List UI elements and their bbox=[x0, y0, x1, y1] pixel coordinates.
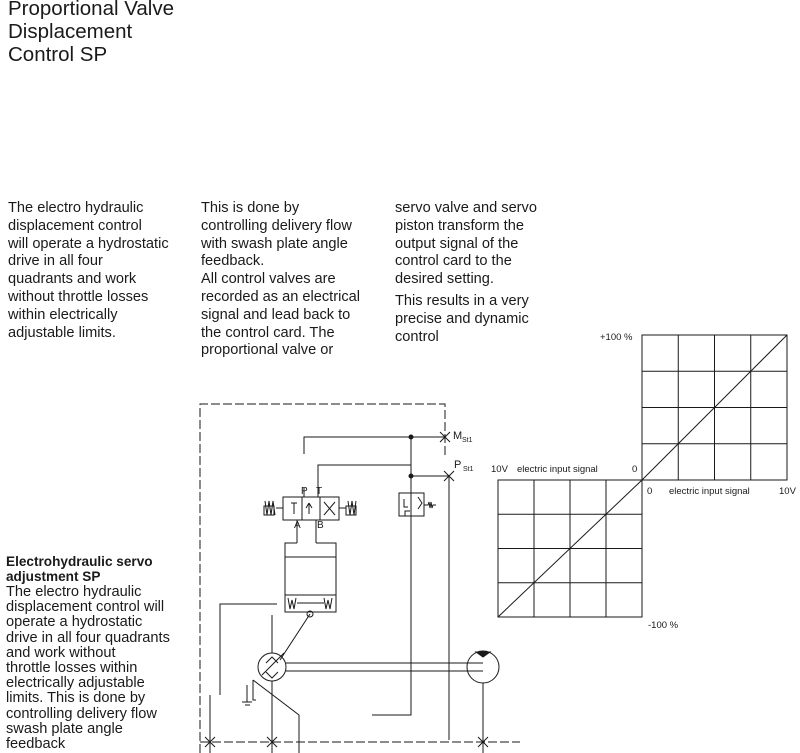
text-line: displacement control will bbox=[6, 599, 165, 616]
text-line: swash plate angle bbox=[6, 720, 123, 737]
text-line: with swash plate angle bbox=[201, 235, 348, 252]
proportional-valve-icon bbox=[264, 488, 356, 543]
title-line: Displacement bbox=[8, 20, 133, 43]
text-line: proportional valve or bbox=[201, 342, 334, 359]
text-line: All control valves are bbox=[201, 271, 336, 288]
text-line: control bbox=[395, 328, 439, 345]
text-line: output signal of the bbox=[395, 235, 519, 252]
ms1-label: M bbox=[453, 430, 463, 442]
text-line: precise and dynamic bbox=[395, 310, 529, 327]
text-line: desired setting. bbox=[395, 271, 494, 288]
motor-icon bbox=[467, 651, 499, 753]
right-signal-label: electric input signal bbox=[669, 486, 750, 497]
text-line: drive in all four bbox=[8, 253, 103, 270]
ms1-subscript: St1 bbox=[462, 437, 473, 444]
text-line: adjustable limits. bbox=[8, 324, 116, 341]
ms1-line bbox=[304, 437, 445, 454]
text-line: feedback bbox=[6, 736, 66, 753]
text-line: control card to the bbox=[395, 253, 512, 270]
ps1-subscript: St1 bbox=[463, 466, 474, 473]
drain-line bbox=[242, 685, 252, 705]
control-boundary-outline bbox=[200, 404, 445, 753]
text-line: controlling delivery flow bbox=[201, 217, 352, 234]
text-line: feedback. bbox=[201, 253, 265, 270]
text-line: displacement control bbox=[8, 217, 142, 234]
port-p-label: P bbox=[301, 486, 308, 497]
y-min-label: -100 % bbox=[648, 620, 679, 631]
text-line: the control card. The bbox=[201, 324, 335, 341]
bottom-line bbox=[210, 695, 272, 753]
text-line: This results in a very bbox=[395, 292, 529, 309]
text-line: without throttle losses bbox=[8, 288, 149, 305]
text-line: servo valve and servo bbox=[395, 200, 537, 216]
text-line: piston transform the bbox=[395, 217, 524, 234]
port-b-label: B bbox=[317, 520, 324, 531]
text-line: drive in all four quadrants bbox=[6, 629, 170, 646]
text-line: and work without bbox=[6, 644, 116, 661]
text-line: electrically adjustable bbox=[6, 675, 145, 692]
feedback-linkage bbox=[220, 604, 310, 695]
chart-grid bbox=[498, 335, 787, 617]
y-max-label: +100 % bbox=[600, 332, 633, 343]
intro-column-1 bbox=[8, 200, 196, 342]
text-line: The electro hydraulic bbox=[6, 584, 142, 600]
text-line: quadrants and work bbox=[8, 271, 137, 288]
heading-line: adjustment SP bbox=[6, 569, 101, 584]
port-a-label: A bbox=[294, 520, 301, 531]
text-line: within electrically bbox=[8, 306, 118, 323]
page-title bbox=[8, 0, 174, 66]
title-line: Control SP bbox=[8, 43, 108, 66]
left-signal-label: electric input signal bbox=[517, 464, 598, 475]
servo-cylinder-icon bbox=[285, 543, 336, 617]
ps1-label: P bbox=[454, 459, 462, 471]
text-line: throttle losses within bbox=[6, 660, 138, 677]
text-line: operate a hydrostatic bbox=[6, 614, 143, 631]
right-10v-label: 10V bbox=[779, 486, 796, 497]
supply-line bbox=[372, 437, 411, 715]
text-line: This is done by bbox=[201, 200, 300, 216]
text-line: The electro hydraulic bbox=[8, 200, 144, 216]
port-t-label: T bbox=[316, 486, 323, 497]
text-line: limits. This is done by bbox=[6, 690, 146, 707]
text-line: controlling delivery flow bbox=[6, 705, 157, 722]
intro-column-2 bbox=[201, 200, 391, 360]
pressure-valve-icon bbox=[399, 489, 436, 516]
right-zero-label: 0 bbox=[647, 486, 653, 497]
tank-line bbox=[318, 465, 411, 488]
text-line: recorded as an electrical bbox=[201, 288, 360, 305]
characteristic-chart bbox=[470, 320, 800, 631]
section-heading bbox=[6, 554, 196, 584]
heading-line: Electrohydraulic servo bbox=[6, 554, 153, 569]
title-line: Proportional Valve bbox=[8, 0, 174, 20]
text-line: signal and lead back to bbox=[201, 306, 351, 323]
left-10v-label: 10V bbox=[491, 464, 508, 475]
text-line: will operate a hydrostatic bbox=[8, 235, 169, 252]
left-zero-label: 0 bbox=[632, 464, 638, 475]
section-body bbox=[6, 585, 196, 752]
